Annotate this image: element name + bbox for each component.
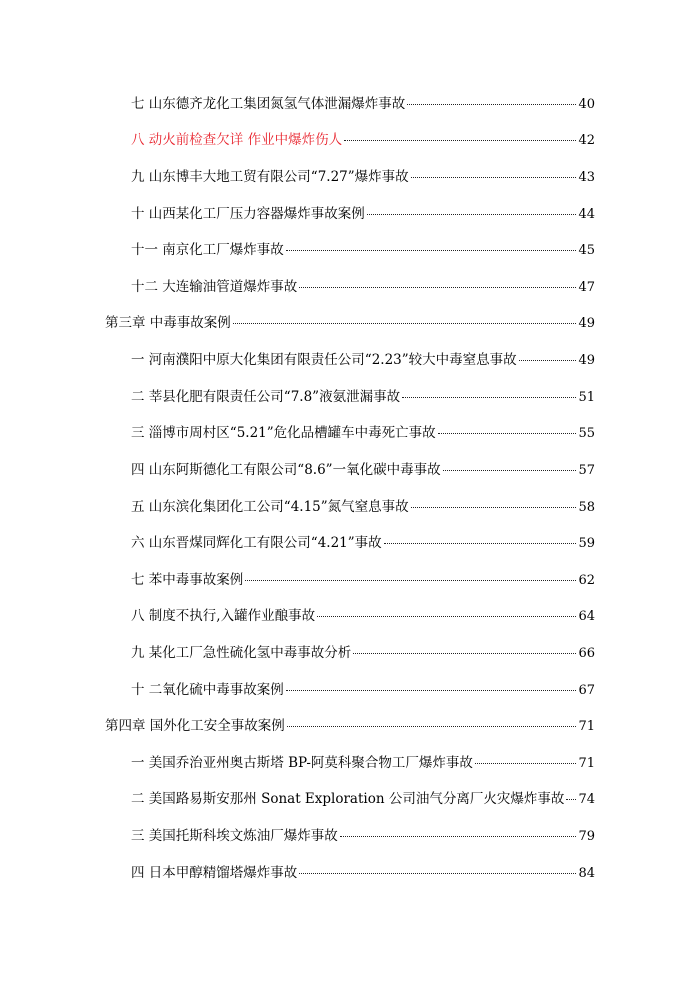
entry-title: 二 美国路易斯安那州 Sonat Exploration 公司油气分离厂火灾爆炸事故 xyxy=(131,791,565,807)
entry-title: 十二 大连输油管道爆炸事故 xyxy=(131,279,298,295)
page-number: 43 xyxy=(578,170,595,185)
dot-leader xyxy=(353,653,576,654)
entry-title: 三 美国托斯科埃文炼油厂爆炸事故 xyxy=(131,828,338,844)
entry-title: 十 山西某化工厂压力容器爆炸事故案例 xyxy=(131,206,365,222)
toc-entry[interactable] xyxy=(131,754,595,773)
entry-title: 八 制度不执行,入罐作业酿事故 xyxy=(131,608,316,624)
dot-leader xyxy=(245,580,576,581)
dot-leader xyxy=(475,763,577,764)
dot-leader xyxy=(438,433,577,434)
toc-entry[interactable] xyxy=(131,278,595,297)
page-number: 40 xyxy=(578,97,595,112)
entry-title: 九 山东博丰大地工贸有限公司“7.27”爆炸事故 xyxy=(131,169,409,185)
dot-leader xyxy=(443,470,577,471)
dot-leader xyxy=(287,726,577,727)
toc-entry[interactable] xyxy=(131,131,595,150)
dot-leader xyxy=(340,836,577,837)
page-number: 42 xyxy=(578,133,595,148)
page-number: 62 xyxy=(578,573,595,588)
toc-entry[interactable] xyxy=(131,498,595,517)
dot-leader xyxy=(233,323,577,324)
page-number: 55 xyxy=(578,426,595,441)
entry-title: 十 二氧化硫中毒事故案例 xyxy=(131,682,284,698)
toc-entry[interactable] xyxy=(131,424,595,443)
dot-leader xyxy=(566,799,576,800)
entry-title: 四 日本甲醇精馏塔爆炸事故 xyxy=(131,865,298,881)
entry-title: 八 动火前检查欠详 作业中爆炸伤人 xyxy=(131,132,343,148)
entry-title: 一 河南濮阳中原大化集团有限责任公司“2.23”较大中毒窒息事故 xyxy=(131,352,517,368)
toc-entry[interactable] xyxy=(131,864,595,883)
page-number: 59 xyxy=(578,536,595,551)
toc-entry[interactable] xyxy=(131,790,595,809)
toc-entry[interactable] xyxy=(131,827,595,846)
toc-entry[interactable] xyxy=(131,681,595,700)
entry-title: 一 美国乔治亚州奥古斯塔 BP-阿莫科聚合物工厂爆炸事故 xyxy=(131,755,473,771)
page-number: 71 xyxy=(578,719,595,734)
entry-title: 二 莘县化肥有限责任公司“7.8”液氨泄漏事故 xyxy=(131,389,401,405)
page-number: 84 xyxy=(578,866,595,881)
page-number: 45 xyxy=(578,243,595,258)
entry-title: 七 山东德齐龙化工集团氮氢气体泄漏爆炸事故 xyxy=(131,96,406,112)
toc-entry[interactable] xyxy=(131,534,595,553)
toc-entry[interactable] xyxy=(131,571,595,590)
dot-leader xyxy=(402,397,576,398)
page-number: 51 xyxy=(578,390,595,405)
page-number: 58 xyxy=(578,500,595,515)
entry-title: 九 某化工厂急性硫化氢中毒事故分析 xyxy=(131,645,352,661)
chapter-title: 第四章 国外化工安全事故案例 xyxy=(105,718,285,734)
page-number: 79 xyxy=(578,829,595,844)
entry-title: 五 山东滨化集团化工公司“4.15”氮气窒息事故 xyxy=(131,499,409,515)
dot-leader xyxy=(299,873,576,874)
toc-entry[interactable] xyxy=(131,241,595,260)
dot-leader xyxy=(407,104,576,105)
dot-leader xyxy=(411,507,577,508)
dot-leader xyxy=(344,140,576,141)
page-number: 64 xyxy=(578,609,595,624)
entry-title: 三 淄博市周村区“5.21”危化品槽罐车中毒死亡事故 xyxy=(131,425,436,441)
page-number: 44 xyxy=(578,207,595,222)
page-number: 67 xyxy=(578,683,595,698)
chapter-title: 第三章 中毒事故案例 xyxy=(105,315,231,331)
toc-entry[interactable] xyxy=(131,388,595,407)
toc-entry[interactable] xyxy=(131,95,595,114)
toc-entry[interactable] xyxy=(131,607,595,626)
page-number: 49 xyxy=(578,316,595,331)
dot-leader xyxy=(286,250,577,251)
page-number: 71 xyxy=(578,756,595,771)
dot-leader xyxy=(519,360,577,361)
dot-leader xyxy=(299,287,576,288)
page-number: 49 xyxy=(578,353,595,368)
page-number: 74 xyxy=(578,792,595,807)
toc-entry[interactable] xyxy=(131,168,595,187)
toc-chapter-entry[interactable] xyxy=(105,717,595,736)
entry-title: 六 山东晋煤同辉化工有限公司“4.21”事故 xyxy=(131,535,382,551)
dot-leader xyxy=(286,690,577,691)
entry-title: 十一 南京化工厂爆炸事故 xyxy=(131,242,284,258)
toc-entry[interactable] xyxy=(131,351,595,370)
toc-entry[interactable] xyxy=(131,205,595,224)
entry-title: 四 山东阿斯德化工有限公司“8.6”一氧化碳中毒事故 xyxy=(131,462,441,478)
page-number: 47 xyxy=(578,280,595,295)
toc-entry[interactable] xyxy=(131,461,595,480)
toc-entry[interactable] xyxy=(131,644,595,663)
toc-chapter-entry[interactable] xyxy=(105,314,595,333)
dot-leader xyxy=(411,177,577,178)
dot-leader xyxy=(367,214,577,215)
page-number: 57 xyxy=(578,463,595,478)
page-number: 66 xyxy=(578,646,595,661)
entry-title: 七 苯中毒事故案例 xyxy=(131,572,244,588)
dot-leader xyxy=(317,616,576,617)
dot-leader xyxy=(384,543,577,544)
